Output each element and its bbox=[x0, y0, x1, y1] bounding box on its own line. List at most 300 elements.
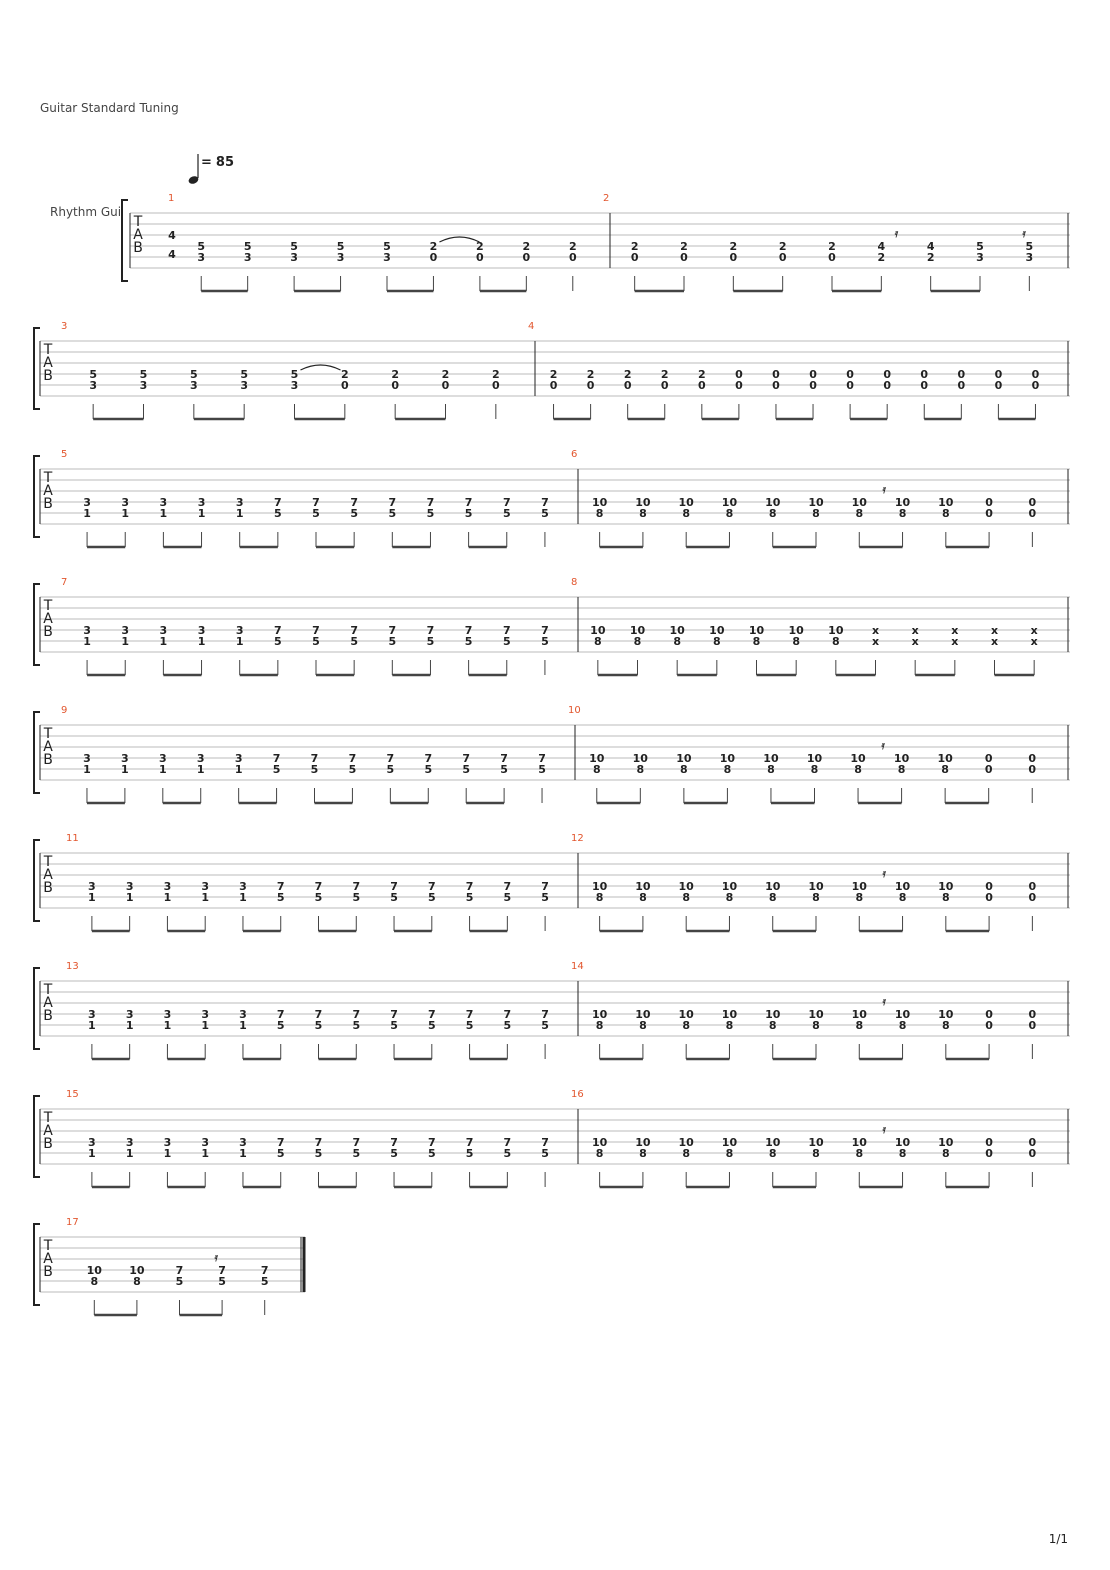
fret-number: 0 bbox=[920, 368, 929, 381]
fret-number: 5 bbox=[348, 763, 357, 776]
measure bbox=[66, 961, 578, 1059]
fret-number: 8 bbox=[941, 1147, 950, 1160]
fret-number: 5 bbox=[290, 240, 298, 253]
fret-number: 8 bbox=[592, 763, 601, 776]
fret-number: 1 bbox=[88, 1019, 96, 1032]
fret-number: 8 bbox=[725, 891, 734, 904]
measure-number: 1 bbox=[168, 193, 175, 204]
system-bracket bbox=[34, 328, 40, 409]
fret-number: 8 bbox=[639, 1019, 647, 1032]
fret-number: 2 bbox=[476, 240, 484, 253]
fret-number: 5 bbox=[352, 891, 361, 904]
fret-number: 7 bbox=[352, 1008, 361, 1021]
fret-number: 1 bbox=[197, 635, 206, 648]
fret-number: 7 bbox=[503, 880, 512, 893]
fret-number: 3 bbox=[383, 251, 391, 264]
fret-number: 5 bbox=[390, 1019, 398, 1032]
tab-clef-letter: B bbox=[43, 880, 53, 896]
fret-number: 10 bbox=[938, 1008, 954, 1021]
fret-number: 8 bbox=[941, 1019, 950, 1032]
measure-number: 4 bbox=[528, 321, 535, 332]
fret-number: 3 bbox=[88, 1136, 96, 1149]
fret-number: 0 bbox=[1031, 368, 1040, 381]
fret-number: 0 bbox=[772, 368, 780, 381]
fret-number: 8 bbox=[812, 1147, 820, 1160]
fret-number: 5 bbox=[541, 1147, 549, 1160]
fret-number: 10 bbox=[894, 1008, 911, 1021]
fret-number: 10 bbox=[678, 1008, 694, 1021]
fret-number: 7 bbox=[541, 1136, 549, 1149]
fret-number: 10 bbox=[894, 1136, 911, 1149]
fret-number: x bbox=[990, 624, 999, 637]
fret-number: 3 bbox=[290, 379, 299, 392]
sixteenth-rest-icon: 𝄿 bbox=[882, 867, 886, 880]
fret-number: 10 bbox=[632, 752, 648, 765]
fret-number: 10 bbox=[765, 1136, 781, 1149]
fret-number: 7 bbox=[272, 752, 281, 765]
fret-number: 1 bbox=[88, 1147, 96, 1160]
fret-number: 3 bbox=[83, 752, 91, 765]
page-number: 1/1 bbox=[1048, 1532, 1068, 1546]
measure bbox=[571, 961, 1068, 1059]
measure bbox=[571, 449, 1068, 547]
fret-number: 2 bbox=[877, 251, 886, 264]
fret-number: 1 bbox=[125, 891, 134, 904]
tab-clef-letter: A bbox=[43, 1251, 53, 1267]
fret-number: x bbox=[1030, 624, 1038, 637]
fret-number: 0 bbox=[994, 368, 1003, 381]
fret-number: 0 bbox=[920, 379, 929, 392]
tab-clef-letter: B bbox=[43, 368, 53, 384]
fret-number: 0 bbox=[1031, 379, 1040, 392]
fret-number: 7 bbox=[541, 496, 549, 509]
fret-number: 5 bbox=[290, 368, 299, 381]
system-bracket bbox=[34, 1224, 40, 1305]
fret-number: 3 bbox=[196, 752, 205, 765]
fret-number: 3 bbox=[163, 880, 172, 893]
fret-number: 7 bbox=[390, 1136, 398, 1149]
fret-number: 10 bbox=[851, 496, 867, 509]
fret-number: 0 bbox=[1028, 880, 1037, 893]
measure bbox=[568, 705, 1068, 803]
fret-number: 5 bbox=[352, 1147, 361, 1160]
fret-number: 5 bbox=[390, 1147, 398, 1160]
fret-number: 8 bbox=[725, 1147, 734, 1160]
fret-number: 7 bbox=[314, 1136, 323, 1149]
fret-number: 8 bbox=[898, 891, 907, 904]
fret-number: 3 bbox=[240, 379, 248, 392]
fret-number: 10 bbox=[719, 752, 736, 765]
fret-number: 0 bbox=[809, 379, 817, 392]
fret-number: 8 bbox=[768, 1147, 777, 1160]
measure bbox=[66, 833, 578, 931]
fret-number: 8 bbox=[682, 1147, 691, 1160]
measure-number: 17 bbox=[66, 1217, 79, 1228]
fret-number: 10 bbox=[721, 1136, 738, 1149]
fret-number: 10 bbox=[894, 880, 911, 893]
fret-number: 10 bbox=[808, 1136, 824, 1149]
system-bracket bbox=[34, 712, 40, 793]
fret-number: 5 bbox=[503, 1147, 512, 1160]
fret-number: 0 bbox=[985, 880, 993, 893]
fret-number: 3 bbox=[125, 880, 134, 893]
fret-number: 1 bbox=[235, 635, 244, 648]
fret-number: 0 bbox=[660, 379, 669, 392]
fret-number: 10 bbox=[893, 752, 910, 765]
fret-number: 10 bbox=[721, 880, 738, 893]
fret-number: 5 bbox=[190, 368, 198, 381]
fret-number: x bbox=[871, 624, 880, 637]
fret-number: 8 bbox=[713, 635, 721, 648]
measure bbox=[571, 833, 1068, 931]
fret-number: 3 bbox=[1025, 251, 1034, 264]
measure-number: 8 bbox=[571, 577, 578, 588]
fret-number: 8 bbox=[680, 763, 688, 776]
fret-number: 8 bbox=[636, 763, 645, 776]
fret-number: 3 bbox=[89, 379, 97, 392]
fret-number: 3 bbox=[197, 496, 206, 509]
fret-number: 10 bbox=[721, 496, 738, 509]
fret-number: 1 bbox=[163, 1147, 172, 1160]
fret-number: 8 bbox=[941, 763, 949, 776]
fret-number: 8 bbox=[639, 507, 647, 520]
fret-number: 5 bbox=[314, 891, 323, 904]
fret-number: 0 bbox=[568, 251, 577, 264]
fret-number: 8 bbox=[682, 507, 691, 520]
fret-number: 3 bbox=[121, 624, 130, 637]
fret-number: 10 bbox=[937, 752, 953, 765]
tab-clef-letter: T bbox=[43, 342, 53, 358]
measure bbox=[603, 193, 1068, 291]
fret-number: 5 bbox=[465, 891, 474, 904]
fret-number: 0 bbox=[697, 379, 706, 392]
fret-number: 1 bbox=[163, 891, 172, 904]
fret-number: 5 bbox=[312, 507, 320, 520]
measure-number: 5 bbox=[61, 449, 68, 460]
fret-number: 7 bbox=[424, 752, 433, 765]
fret-number: 5 bbox=[503, 1019, 512, 1032]
fret-number: 10 bbox=[765, 1008, 781, 1021]
measure bbox=[571, 1089, 1068, 1187]
measure bbox=[168, 193, 610, 291]
fret-number: 8 bbox=[90, 1275, 99, 1288]
fret-number: 7 bbox=[388, 496, 397, 509]
fret-number: 5 bbox=[424, 763, 433, 776]
fret-number: 2 bbox=[697, 368, 706, 381]
fret-number: 0 bbox=[492, 379, 500, 392]
fret-number: 10 bbox=[806, 752, 823, 765]
fret-number: x bbox=[951, 624, 959, 637]
fret-number: 5 bbox=[500, 763, 508, 776]
fret-number: 0 bbox=[985, 496, 993, 509]
fret-number: 0 bbox=[1028, 496, 1037, 509]
fret-number: 0 bbox=[735, 379, 743, 392]
time-signature-bottom: 4 bbox=[168, 248, 176, 261]
fret-number: 8 bbox=[639, 891, 647, 904]
fret-number: 10 bbox=[86, 1264, 102, 1277]
fret-number: 5 bbox=[538, 763, 546, 776]
fret-number: 2 bbox=[492, 368, 500, 381]
fret-number: 0 bbox=[985, 1136, 993, 1149]
fret-number: 8 bbox=[855, 1019, 864, 1032]
fret-number: 7 bbox=[427, 1008, 436, 1021]
fret-number: 5 bbox=[276, 1147, 285, 1160]
tab-clef-letter: A bbox=[43, 867, 53, 883]
fret-number: 10 bbox=[676, 752, 692, 765]
fret-number: 0 bbox=[729, 251, 738, 264]
fret-number: 0 bbox=[1028, 507, 1037, 520]
fret-number: 7 bbox=[541, 880, 549, 893]
measure-number: 3 bbox=[61, 321, 68, 332]
fret-number: 7 bbox=[276, 880, 285, 893]
fret-number: 7 bbox=[503, 1008, 512, 1021]
fret-number: 8 bbox=[810, 763, 819, 776]
fret-number: 5 bbox=[218, 1275, 226, 1288]
fret-number: 5 bbox=[464, 507, 473, 520]
tab-clef-letter: B bbox=[43, 752, 53, 768]
fret-number: 0 bbox=[586, 379, 595, 392]
fret-number: 10 bbox=[788, 624, 804, 637]
fret-number: 10 bbox=[938, 496, 954, 509]
tab-clef-letter: A bbox=[43, 483, 53, 499]
fret-number: 5 bbox=[462, 763, 471, 776]
tab-clef-letter: T bbox=[43, 470, 53, 486]
fret-number: 1 bbox=[83, 763, 91, 776]
fret-number: 7 bbox=[465, 880, 474, 893]
fret-number: 5 bbox=[314, 1147, 323, 1160]
fret-number: x bbox=[990, 635, 999, 648]
track-name: Rhythm Gui bbox=[50, 205, 122, 219]
fret-number: 10 bbox=[808, 1008, 824, 1021]
fret-number: 5 bbox=[310, 763, 319, 776]
fret-number: 2 bbox=[926, 251, 935, 264]
fret-number: 1 bbox=[125, 1019, 134, 1032]
fret-number: 10 bbox=[678, 1136, 694, 1149]
fret-number: 10 bbox=[851, 1136, 867, 1149]
fret-number: 5 bbox=[274, 507, 282, 520]
fret-number: 0 bbox=[985, 891, 993, 904]
fret-number: 3 bbox=[159, 496, 168, 509]
fret-number: 8 bbox=[633, 635, 642, 648]
sixteenth-rest-icon: 𝄿 bbox=[882, 995, 886, 1008]
fret-number: 3 bbox=[239, 1136, 247, 1149]
sixteenth-rest-icon: 𝄿 bbox=[1022, 227, 1026, 240]
fret-number: 0 bbox=[985, 507, 993, 520]
system-bracket bbox=[34, 456, 40, 537]
fret-number: 3 bbox=[239, 880, 247, 893]
sixteenth-rest-icon: 𝄿 bbox=[894, 227, 899, 240]
fret-number: 0 bbox=[549, 379, 558, 392]
tuning-label: Guitar Standard Tuning bbox=[40, 101, 179, 115]
fret-number: 0 bbox=[476, 251, 484, 264]
fret-number: 3 bbox=[201, 1136, 210, 1149]
fret-number: 0 bbox=[441, 379, 450, 392]
fret-number: 8 bbox=[682, 1019, 691, 1032]
fret-number: 0 bbox=[1028, 763, 1037, 776]
staff-system bbox=[34, 577, 1070, 675]
fret-number: 3 bbox=[125, 1008, 134, 1021]
fret-number: 8 bbox=[792, 635, 800, 648]
fret-number: 0 bbox=[623, 379, 632, 392]
fret-number: 7 bbox=[390, 1008, 398, 1021]
fret-number: 2 bbox=[391, 368, 399, 381]
fret-number: 7 bbox=[390, 880, 398, 893]
tab-clef-letter: T bbox=[133, 214, 143, 230]
fret-number: 2 bbox=[778, 240, 787, 253]
fret-number: 8 bbox=[595, 891, 604, 904]
fret-number: 0 bbox=[985, 1147, 993, 1160]
fret-number: 3 bbox=[163, 1008, 172, 1021]
fret-number: 5 bbox=[541, 635, 549, 648]
fret-number: 7 bbox=[274, 624, 282, 637]
fret-number: 7 bbox=[502, 624, 511, 637]
fret-number: 0 bbox=[985, 1008, 993, 1021]
fret-number: 10 bbox=[591, 496, 608, 509]
fret-number: 7 bbox=[350, 624, 358, 637]
fret-number: 4 bbox=[926, 240, 935, 253]
fret-number: 5 bbox=[336, 240, 345, 253]
measure-number: 2 bbox=[603, 193, 610, 204]
fret-number: 5 bbox=[350, 635, 358, 648]
fret-number: 0 bbox=[1028, 1136, 1037, 1149]
fret-number: 7 bbox=[427, 1136, 436, 1149]
fret-number: 10 bbox=[748, 624, 765, 637]
fret-number: 7 bbox=[541, 1008, 549, 1021]
fret-number: 1 bbox=[121, 635, 130, 648]
measure-number: 16 bbox=[571, 1089, 584, 1100]
fret-number: 5 bbox=[383, 240, 391, 253]
fret-number: 10 bbox=[938, 1136, 954, 1149]
sixteenth-rest-icon: 𝄿 bbox=[881, 739, 885, 752]
system-bracket bbox=[122, 200, 128, 281]
fret-number: 2 bbox=[429, 240, 438, 253]
fret-number: 3 bbox=[290, 251, 298, 264]
fret-number: 5 bbox=[350, 507, 358, 520]
fret-number: 7 bbox=[427, 880, 436, 893]
fret-number: 0 bbox=[772, 379, 780, 392]
fret-number: 8 bbox=[767, 763, 775, 776]
fret-number: 2 bbox=[549, 368, 558, 381]
tab-clef-letter: B bbox=[133, 240, 143, 256]
fret-number: 0 bbox=[1028, 1019, 1037, 1032]
measure bbox=[61, 449, 578, 547]
fret-number: 10 bbox=[763, 752, 779, 765]
fret-number: 7 bbox=[538, 752, 546, 765]
tab-clef-letter: B bbox=[43, 496, 53, 512]
fret-number: 5 bbox=[541, 1019, 549, 1032]
fret-number: 0 bbox=[957, 368, 966, 381]
tab-clef-letter: T bbox=[43, 726, 53, 742]
fret-number: 10 bbox=[851, 880, 867, 893]
fret-number: 1 bbox=[83, 635, 91, 648]
fret-number: 8 bbox=[768, 891, 777, 904]
fret-number: 10 bbox=[635, 1008, 651, 1021]
fret-number: 5 bbox=[426, 507, 435, 520]
fret-number: 7 bbox=[314, 880, 323, 893]
fret-number: 5 bbox=[139, 368, 148, 381]
fret-number: 5 bbox=[274, 635, 282, 648]
fret-number: 0 bbox=[429, 251, 438, 264]
fret-number: 0 bbox=[984, 763, 993, 776]
fret-number: 7 bbox=[388, 624, 397, 637]
fret-number: 7 bbox=[352, 880, 361, 893]
fret-number: 3 bbox=[88, 1008, 96, 1021]
fret-number: 10 bbox=[765, 880, 781, 893]
fret-number: 1 bbox=[196, 763, 205, 776]
fret-number: 10 bbox=[629, 624, 646, 637]
fret-number: 0 bbox=[846, 379, 854, 392]
fret-number: x bbox=[1030, 635, 1038, 648]
fret-number: 8 bbox=[639, 1147, 647, 1160]
fret-number: 8 bbox=[673, 635, 681, 648]
fret-number: 7 bbox=[426, 624, 435, 637]
fret-number: 10 bbox=[808, 880, 824, 893]
measure bbox=[528, 321, 1068, 419]
fret-number: 8 bbox=[854, 763, 862, 776]
fret-number: 10 bbox=[669, 624, 685, 637]
fret-number: 7 bbox=[310, 752, 319, 765]
fret-number: 5 bbox=[312, 635, 320, 648]
fret-number: 7 bbox=[464, 624, 473, 637]
fret-number: 2 bbox=[586, 368, 595, 381]
fret-number: 7 bbox=[312, 496, 320, 509]
fret-number: 1 bbox=[125, 1147, 134, 1160]
fret-number: 1 bbox=[158, 763, 167, 776]
fret-number: 10 bbox=[808, 496, 824, 509]
fret-number: 5 bbox=[260, 1275, 269, 1288]
fret-number: 7 bbox=[386, 752, 395, 765]
system-bracket bbox=[34, 840, 40, 921]
fret-number: 3 bbox=[125, 1136, 134, 1149]
fret-number: 3 bbox=[88, 880, 96, 893]
system-bracket bbox=[34, 584, 40, 665]
tab-clef-letter: A bbox=[43, 611, 53, 627]
fret-number: 5 bbox=[175, 1275, 184, 1288]
fret-number: 7 bbox=[465, 1008, 474, 1021]
fret-number: 8 bbox=[898, 1147, 907, 1160]
fret-number: 7 bbox=[260, 1264, 269, 1277]
fret-number: 7 bbox=[276, 1136, 285, 1149]
fret-number: 0 bbox=[391, 379, 399, 392]
fret-number: 8 bbox=[855, 891, 864, 904]
fret-number: 10 bbox=[851, 1008, 867, 1021]
fret-number: 0 bbox=[957, 379, 966, 392]
measure bbox=[61, 321, 535, 419]
fret-number: 8 bbox=[855, 507, 864, 520]
tab-clef-letter: T bbox=[43, 982, 53, 998]
fret-number: 3 bbox=[163, 1136, 172, 1149]
fret-number: 4 bbox=[877, 240, 886, 253]
fret-number: 3 bbox=[83, 496, 91, 509]
fret-number: 8 bbox=[812, 507, 820, 520]
staff-system bbox=[34, 705, 1070, 803]
fret-number: 10 bbox=[635, 496, 651, 509]
fret-number: 5 bbox=[427, 1019, 436, 1032]
staff-system bbox=[122, 193, 1070, 291]
fret-number: 1 bbox=[121, 507, 130, 520]
tab-clef-letter: A bbox=[43, 355, 53, 371]
fret-number: 8 bbox=[133, 1275, 141, 1288]
fret-number: 0 bbox=[1028, 891, 1037, 904]
fret-number: 5 bbox=[541, 891, 549, 904]
system-bracket bbox=[34, 1096, 40, 1177]
fret-number: 3 bbox=[197, 624, 206, 637]
fret-number: 0 bbox=[341, 379, 349, 392]
fret-number: 7 bbox=[426, 496, 435, 509]
fret-number: 10 bbox=[635, 1136, 651, 1149]
fret-number: 5 bbox=[89, 368, 97, 381]
fret-number: 7 bbox=[274, 496, 282, 509]
